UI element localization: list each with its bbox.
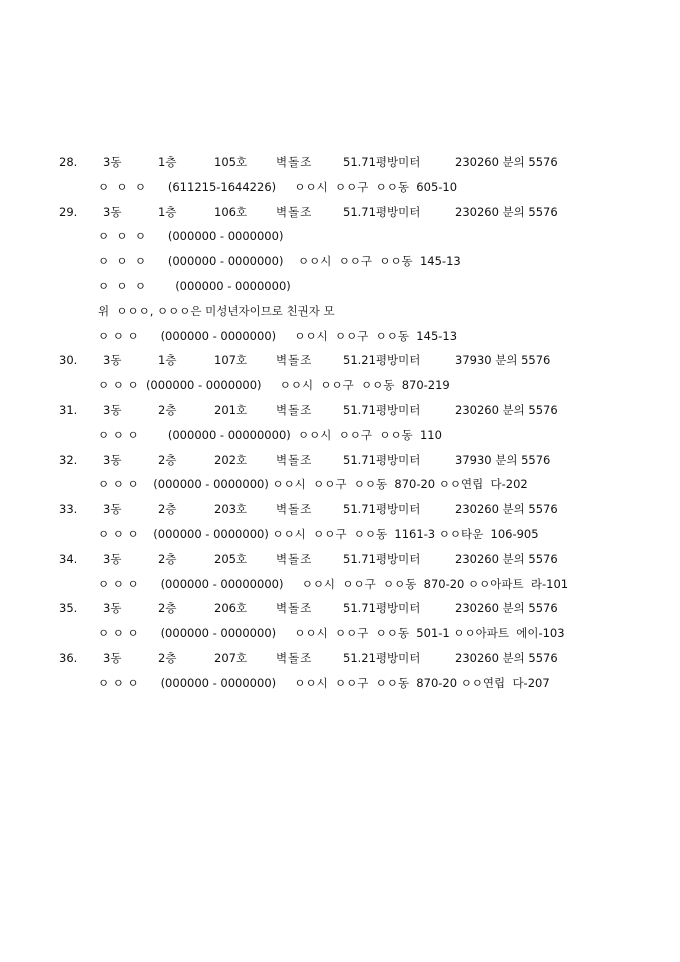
unit-number: 106호	[214, 204, 248, 219]
floor: 2층	[158, 551, 177, 566]
floor-area: 51.71평방미터	[343, 155, 421, 169]
floor: 2층	[158, 601, 177, 616]
owner-detail-text: 위 ㅇㅇㅇ, ㅇㅇㅇ은 미성년자이므로 친권자 모	[98, 303, 335, 318]
floor: 2층	[158, 452, 177, 467]
structure-type: 벽돌조	[276, 452, 313, 467]
unit-number: 207호	[214, 651, 248, 665]
floor: 2층	[158, 403, 177, 417]
land-share: 230260 분의 5576	[455, 403, 558, 417]
land-share: 37930 분의 5576	[455, 452, 551, 467]
entry-number: 36.	[59, 651, 78, 665]
entry-number: 28.	[59, 155, 78, 169]
unit-number: 205호	[214, 551, 248, 566]
structure-type: 벽돌조	[276, 204, 313, 219]
owner-detail-text: ㅇ ㅇ ㅇ (611215-1644226) ㅇㅇ시 ㅇㅇ구 ㅇㅇ동 605-10	[98, 179, 458, 194]
floor-area: 51.71평방미터	[343, 403, 421, 417]
entry-number: 29.	[59, 204, 78, 219]
structure-type: 벽돌조	[276, 502, 313, 517]
floor-area: 51.71평방미터	[343, 452, 421, 467]
unit-number: 201호	[214, 403, 248, 417]
floor: 2층	[158, 651, 177, 665]
floor: 1층	[158, 353, 177, 368]
floor: 1층	[158, 204, 177, 219]
building-dong: 3동	[103, 403, 122, 417]
entry-number: 32.	[59, 452, 78, 467]
entry-number: 35.	[59, 601, 78, 616]
owner-detail-text: ㅇ ㅇ ㅇ (000000 - 00000000) ㅇㅇ시 ㅇㅇ구 ㅇㅇ동 110	[98, 427, 442, 442]
owner-detail-text: ㅇ ㅇ ㅇ (000000 - 0000000)	[98, 279, 291, 293]
building-dong: 3동	[103, 353, 122, 368]
unit-number: 107호	[214, 353, 248, 368]
floor-area: 51.21평방미터	[343, 651, 421, 665]
owner-detail-text: ㅇ ㅇ ㅇ (000000 - 0000000) ㅇㅇ시 ㅇㅇ구 ㅇㅇ동 145-13	[98, 254, 461, 269]
structure-type: 벽돌조	[276, 651, 313, 665]
land-share: 230260 분의 5576	[455, 155, 558, 169]
unit-number: 202호	[214, 452, 248, 467]
owner-detail-text: ㅇ ㅇ ㅇ (000000 - 0000000) ㅇㅇ시 ㅇㅇ구 ㅇㅇ동 1161-3 ㅇㅇ타운 106-905	[98, 527, 539, 541]
floor-area: 51.21평방미터	[343, 353, 421, 368]
floor-area: 51.71평방미터	[343, 204, 421, 219]
unit-number: 203호	[214, 502, 248, 517]
building-dong: 3동	[103, 502, 122, 517]
land-share: 230260 분의 5576	[455, 651, 558, 665]
entry-number: 30.	[59, 353, 78, 368]
building-dong: 3동	[103, 651, 122, 665]
owner-detail-text: ㅇ ㅇ ㅇ (000000 - 0000000) ㅇㅇ시 ㅇㅇ구 ㅇㅇ동 870-20 ㅇㅇ연립 다-207	[98, 675, 550, 690]
floor-area: 51.71평방미터	[343, 502, 421, 517]
structure-type: 벽돌조	[276, 601, 313, 616]
building-dong: 3동	[103, 452, 122, 467]
structure-type: 벽돌조	[276, 551, 313, 566]
floor: 1층	[158, 155, 177, 169]
land-share: 37930 분의 5576	[455, 353, 551, 368]
land-share: 230260 분의 5576	[455, 601, 558, 616]
structure-type: 벽돌조	[276, 403, 313, 417]
building-dong: 3동	[103, 551, 122, 566]
floor-area: 51.71평방미터	[343, 601, 421, 616]
owner-detail-text: ㅇ ㅇ ㅇ (000000 - 0000000) ㅇㅇ시 ㅇㅇ구 ㅇㅇ동 501-1 ㅇㅇ아파트 에이-103	[98, 626, 565, 641]
owner-detail-text: ㅇ ㅇ ㅇ (000000 - 0000000)	[98, 229, 284, 244]
building-dong: 3동	[103, 155, 122, 169]
unit-number: 206호	[214, 601, 248, 616]
building-dong: 3동	[103, 601, 122, 616]
owner-detail-text: ㅇ ㅇ ㅇ (000000 - 00000000) ㅇㅇ시 ㅇㅇ구 ㅇㅇ동 870-20 ㅇㅇ아파트 라-101	[98, 576, 569, 591]
entry-number: 33.	[59, 502, 78, 517]
land-share: 230260 분의 5576	[455, 502, 558, 517]
land-share: 230260 분의 5576	[455, 551, 558, 566]
structure-type: 벽돌조	[276, 155, 313, 169]
land-share: 230260 분의 5576	[455, 204, 558, 219]
entry-number: 31.	[59, 403, 78, 417]
building-dong: 3동	[103, 204, 122, 219]
owner-detail-text: ㅇ ㅇ ㅇ (000000 - 0000000) ㅇㅇ시 ㅇㅇ구 ㅇㅇ동 145-13	[98, 328, 458, 343]
structure-type: 벽돌조	[276, 353, 313, 368]
owner-detail-text: ㅇ ㅇ ㅇ (000000 - 0000000) ㅇㅇ시 ㅇㅇ구 ㅇㅇ동 870-219	[98, 378, 450, 393]
entry-number: 34.	[59, 551, 78, 566]
floor: 2층	[158, 502, 177, 517]
owner-detail-text: ㅇ ㅇ ㅇ (000000 - 0000000) ㅇㅇ시 ㅇㅇ구 ㅇㅇ동 870-20 ㅇㅇ연립 다-202	[98, 477, 528, 492]
unit-number: 105호	[214, 155, 248, 169]
floor-area: 51.71평방미터	[343, 551, 421, 566]
